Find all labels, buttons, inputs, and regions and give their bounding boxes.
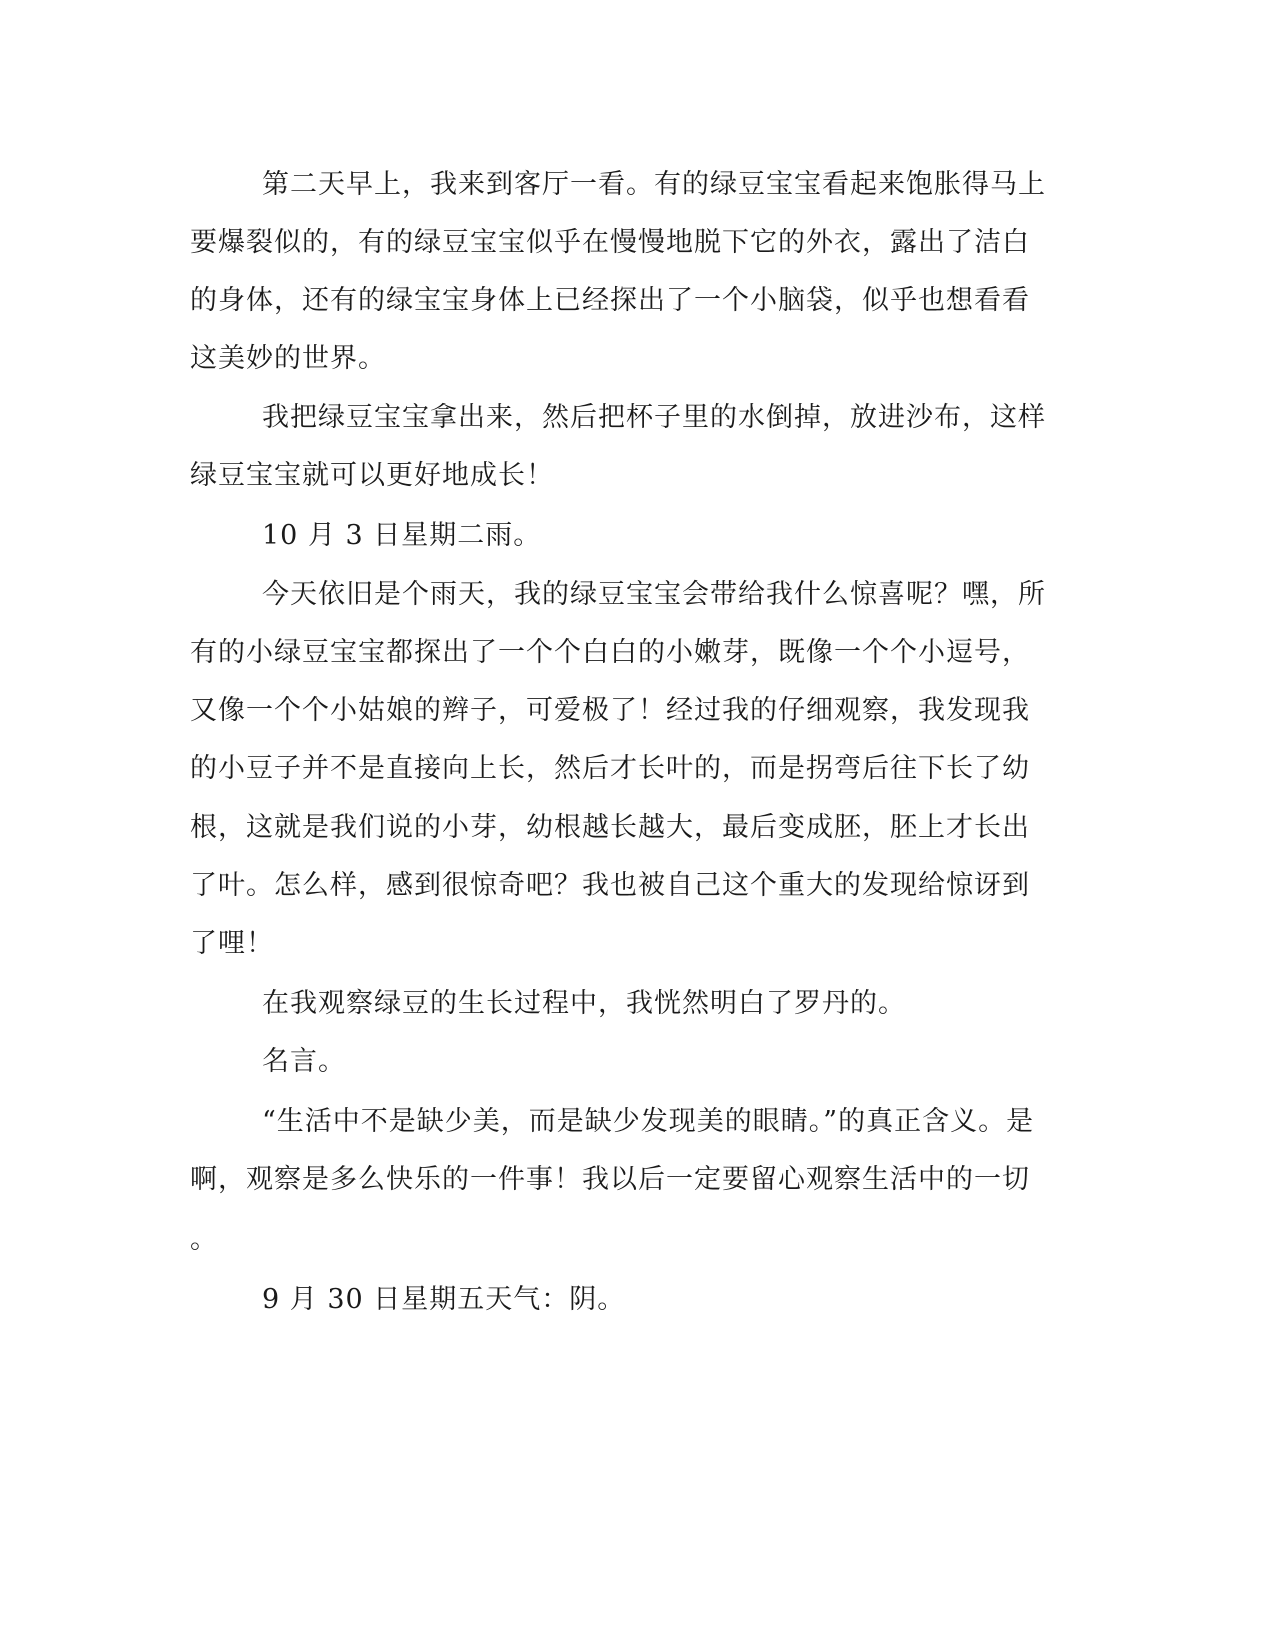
- text-line: 绿豆宝宝就可以更好地成长！: [190, 460, 554, 491]
- text-line: 第二天早上，我来到客厅一看。有的绿豆宝宝看起来饱胀得马上: [262, 169, 1046, 200]
- text-line: 了叶。怎么样，感到很惊奇吧？我也被自己这个重大的发现给惊讶到: [190, 870, 1030, 901]
- text-line: 今天依旧是个雨天，我的绿豆宝宝会带给我什么惊喜呢？嘿，所: [262, 579, 1046, 610]
- text-line: 又像一个个小姑娘的辫子，可爱极了！经过我的仔细观察，我发现我: [190, 695, 1030, 726]
- text-line: 名言。: [262, 1046, 346, 1077]
- text-line: “生活中不是缺少美，而是缺少发现美的眼睛。”的真正含义。是: [262, 1106, 1035, 1137]
- text-line: 啊，观察是多么快乐的一件事！我以后一定要留心观察生活中的一切: [190, 1164, 1030, 1195]
- text-line: 了哩！: [190, 928, 274, 959]
- text-line: 在我观察绿豆的生长过程中，我恍然明白了罗丹的。: [262, 988, 906, 1019]
- text-line: 的小豆子并不是直接向上长，然后才长叶的，而是拐弯后往下长了幼: [190, 753, 1030, 784]
- text-line: 根，这就是我们说的小芽，幼根越长越大，最后变成胚，胚上才长出: [190, 812, 1030, 843]
- text-line: 我把绿豆宝宝拿出来，然后把杯子里的水倒掉，放进沙布，这样: [262, 402, 1046, 433]
- text-line: 的身体，还有的绿宝宝身体上已经探出了一个小脑袋，似乎也想看看: [190, 285, 1030, 316]
- date-heading: 9 月 30 日星期五天气：阴。: [262, 1284, 626, 1315]
- text-line: 。: [190, 1224, 218, 1255]
- text-line: 要爆裂似的，有的绿豆宝宝似乎在慢慢地脱下它的外衣，露出了洁白: [190, 227, 1030, 258]
- date-heading: 10 月 3 日星期二雨。: [262, 520, 542, 551]
- text-line: 这美妙的世界。: [190, 343, 386, 374]
- text-line: 有的小绿豆宝宝都探出了一个个白白的小嫩芽，既像一个个小逗号，: [190, 637, 1030, 668]
